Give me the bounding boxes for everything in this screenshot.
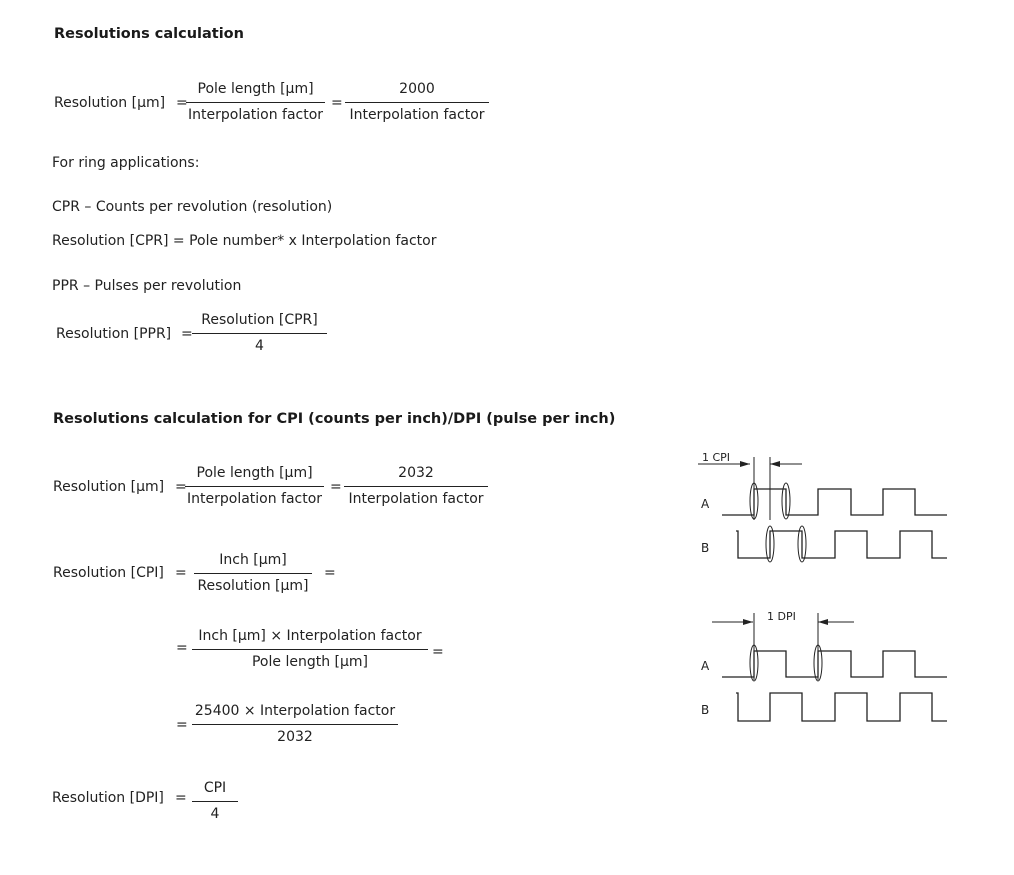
channel-b-label: B: [701, 703, 710, 717]
numerator: Pole length [µm]: [197, 81, 314, 97]
equals-sign: =: [331, 95, 343, 111]
formula-lhs: Resolution [PPR]: [56, 326, 172, 342]
fraction-bar: [192, 649, 428, 650]
signal-a-waveform: [722, 489, 947, 515]
ppr-definition: PPR – Pulses per revolution: [52, 278, 242, 294]
denominator: Interpolation factor: [348, 491, 484, 507]
cpr-definition: CPR – Counts per revolution (resolution): [52, 199, 333, 215]
fraction-pole-length: [185, 465, 324, 507]
formula-lhs: Resolution [CPI]: [53, 565, 164, 581]
fraction-bar: [344, 486, 488, 487]
equals-sign: =: [175, 565, 187, 581]
section-heading-resolutions: Resolutions calculation: [54, 26, 244, 42]
fraction-inch-times-factor: [192, 628, 428, 670]
fraction-bar: [192, 801, 238, 802]
numerator: Inch [µm] × Interpolation factor: [198, 628, 422, 644]
dpi-label: 1 DPI: [767, 610, 796, 623]
fraction-2000: [345, 81, 489, 123]
denominator: Interpolation factor: [187, 491, 323, 507]
numerator: 25400 × Interpolation factor: [194, 703, 396, 719]
cpi-signal-diagram: [690, 445, 955, 570]
fraction-cpr-over-4: [192, 312, 327, 354]
fraction-bar: [185, 486, 324, 487]
equals-sign: =: [432, 644, 444, 660]
fraction-2032: [344, 465, 488, 507]
signal-b-waveform: [736, 531, 947, 558]
dpi-signal-diagram: [690, 605, 955, 730]
numerator: Pole length [µm]: [196, 465, 313, 481]
denominator: Interpolation factor: [188, 107, 324, 123]
denominator: Pole length [µm]: [251, 654, 368, 670]
numerator: Resolution [CPR]: [201, 312, 318, 328]
formula-lhs: Resolution [DPI]: [52, 790, 164, 806]
cpr-formula: Resolution [CPR] = Pole number* x Interpolation factor: [52, 233, 437, 249]
fraction-cpi-over-4: [192, 780, 238, 822]
equals-sign: =: [176, 717, 188, 733]
equals-sign: =: [175, 479, 187, 495]
formula-lhs: Resolution [µm]: [53, 479, 165, 495]
cpi-label: 1 CPI: [702, 451, 731, 464]
fraction-bar: [192, 333, 327, 334]
fraction-inch-over-resolution: [194, 552, 312, 594]
numerator: 2000: [399, 81, 435, 97]
signal-a-waveform: [722, 651, 947, 677]
denominator: 4: [255, 338, 264, 354]
channel-b-label: B: [701, 541, 710, 555]
numerator: CPI: [203, 780, 227, 796]
equals-sign: =: [324, 565, 336, 581]
equals-sign: =: [181, 326, 193, 342]
denominator: 4: [210, 806, 220, 822]
ring-applications-intro: For ring applications:: [52, 155, 200, 171]
fraction-bar: [194, 573, 312, 574]
denominator: Resolution [µm]: [197, 578, 309, 594]
fraction-bar: [192, 724, 398, 725]
equals-sign: =: [176, 95, 188, 111]
numerator: 2032: [398, 465, 434, 481]
channel-a-label: A: [701, 497, 710, 511]
fraction-pole-length: [186, 81, 325, 123]
numerator: Inch [µm]: [219, 552, 287, 568]
denominator: Interpolation factor: [349, 107, 485, 123]
fraction-bar: [345, 102, 489, 103]
equals-sign: =: [176, 640, 188, 656]
fraction-25400-over-2032: [192, 703, 398, 745]
fraction-bar: [186, 102, 325, 103]
channel-a-label: A: [701, 659, 710, 673]
section-heading-cpi-dpi: Resolutions calculation for CPI (counts per inch)/DPI (pulse per inch): [53, 411, 616, 427]
formula-lhs: Resolution [µm]: [54, 95, 166, 111]
signal-b-waveform: [736, 693, 947, 721]
equals-sign: =: [330, 479, 342, 495]
equals-sign: =: [175, 790, 187, 806]
denominator: 2032: [277, 729, 313, 745]
